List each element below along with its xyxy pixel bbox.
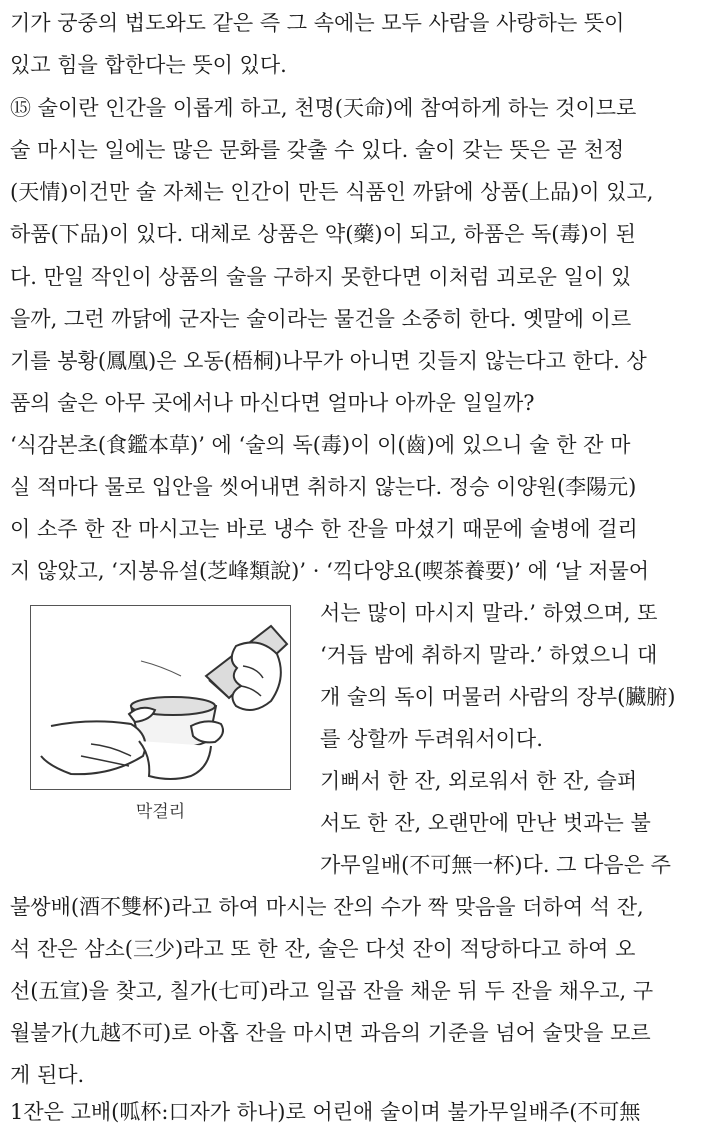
pouring-makgeolli-illustration [31,606,289,788]
text-line: 품의 술은 아무 곳에서나 마신다면 얼마나 아까운 일일까? [10,391,535,415]
text-line: 기뻐서 한 잔, 외로워서 한 잔, 슬퍼 [320,769,638,793]
figure-caption: 막걸리 [135,802,186,822]
text-line: 선(五宣)을 찾고, 칠가(七可)라고 일곱 잔을 채운 뒤 두 잔을 채우고, 구 [10,979,654,1003]
text-line: 실 적마다 물로 입안을 씻어내면 취하지 않는다. 정승 이양원(李陽元) [10,475,637,499]
text-line: 개 술의 독이 머물러 사람의 장부(臟腑) [320,685,676,709]
text-line: 월불가(九越不可)로 아홉 잔을 마시면 과음의 기준을 넘어 술맛을 모르 [10,1021,651,1045]
text-line: 하품(下品)이 있다. 대체로 상품은 약(藥)이 되고, 하품은 독(毒)이 된 [10,222,636,246]
text-line: (天情)이건만 술 자체는 인간이 만든 식품인 까닭에 상품(上品)이 있고, [10,180,654,204]
text-line: 게 된다. [10,1063,85,1087]
illustration-figure [30,605,291,790]
text-line-cut: 1잔은 고배(呱杯:口자가 하나)로 어린애 술이며 불가무일배주(不可無 [10,1100,641,1124]
text-line: 불쌍배(酒不雙杯)라고 하여 마시는 잔의 수가 짝 맞음을 더하여 석 잔, [10,895,644,919]
text-line: 다. 만일 작인이 상품의 술을 구하지 못한다면 이처럼 괴로운 일이 있 [10,265,632,289]
text-line: 있고 힘을 합한다는 뜻이 있다. [10,53,287,77]
text-line: ‘식감본초(食鑑本草)’ 에 ‘술의 독(毒)이 이(齒)에 있으니 술 한 잔 마 [10,433,631,457]
text-line: 를 상할까 두려워서이다. [320,727,543,751]
text-line: 기를 봉황(鳳凰)은 오동(梧桐)나무가 아니면 깃들지 않는다고 한다. 상 [10,349,647,373]
text-line: 술 마시는 일에는 많은 문화를 갖출 수 있다. 술이 갖는 뜻은 곧 천정 [10,138,625,162]
text-line: 서는 많이 마시지 말라.’ 하였으며, 또 [320,601,658,625]
text-line: 지 않았고, ‘지봉유설(芝峰類說)’ · ‘끽다양요(喫茶養要)’ 에 ‘날 저물어 [10,559,650,583]
text-line: 기가 궁중의 법도와도 같은 즉 그 속에는 모두 사람을 사랑하는 뜻이 [10,11,625,35]
text-line: ⑮ 술이란 인간을 이롭게 하고, 천명(天命)에 참여하게 하는 것이므로 [10,96,637,120]
text-line: 을까, 그런 까닭에 군자는 술이라는 물건을 소중히 한다. 옛말에 이르 [10,307,632,331]
text-line: 이 소주 한 잔 마시고는 바로 냉수 한 잔을 마셨기 때문에 술병에 걸리 [10,517,638,541]
text-line: 석 잔은 삼소(三少)라고 또 한 잔, 술은 다섯 잔이 적당하다고 하여 오 [10,937,636,961]
text-line: 가무일배(不可無一杯)다. 그 다음은 주 [320,853,671,877]
text-line: ‘거듭 밤에 취하지 말라.’ 하였으니 대 [320,643,658,667]
text-line: 서도 한 잔, 오랜만에 만난 벗과는 불 [320,811,651,835]
